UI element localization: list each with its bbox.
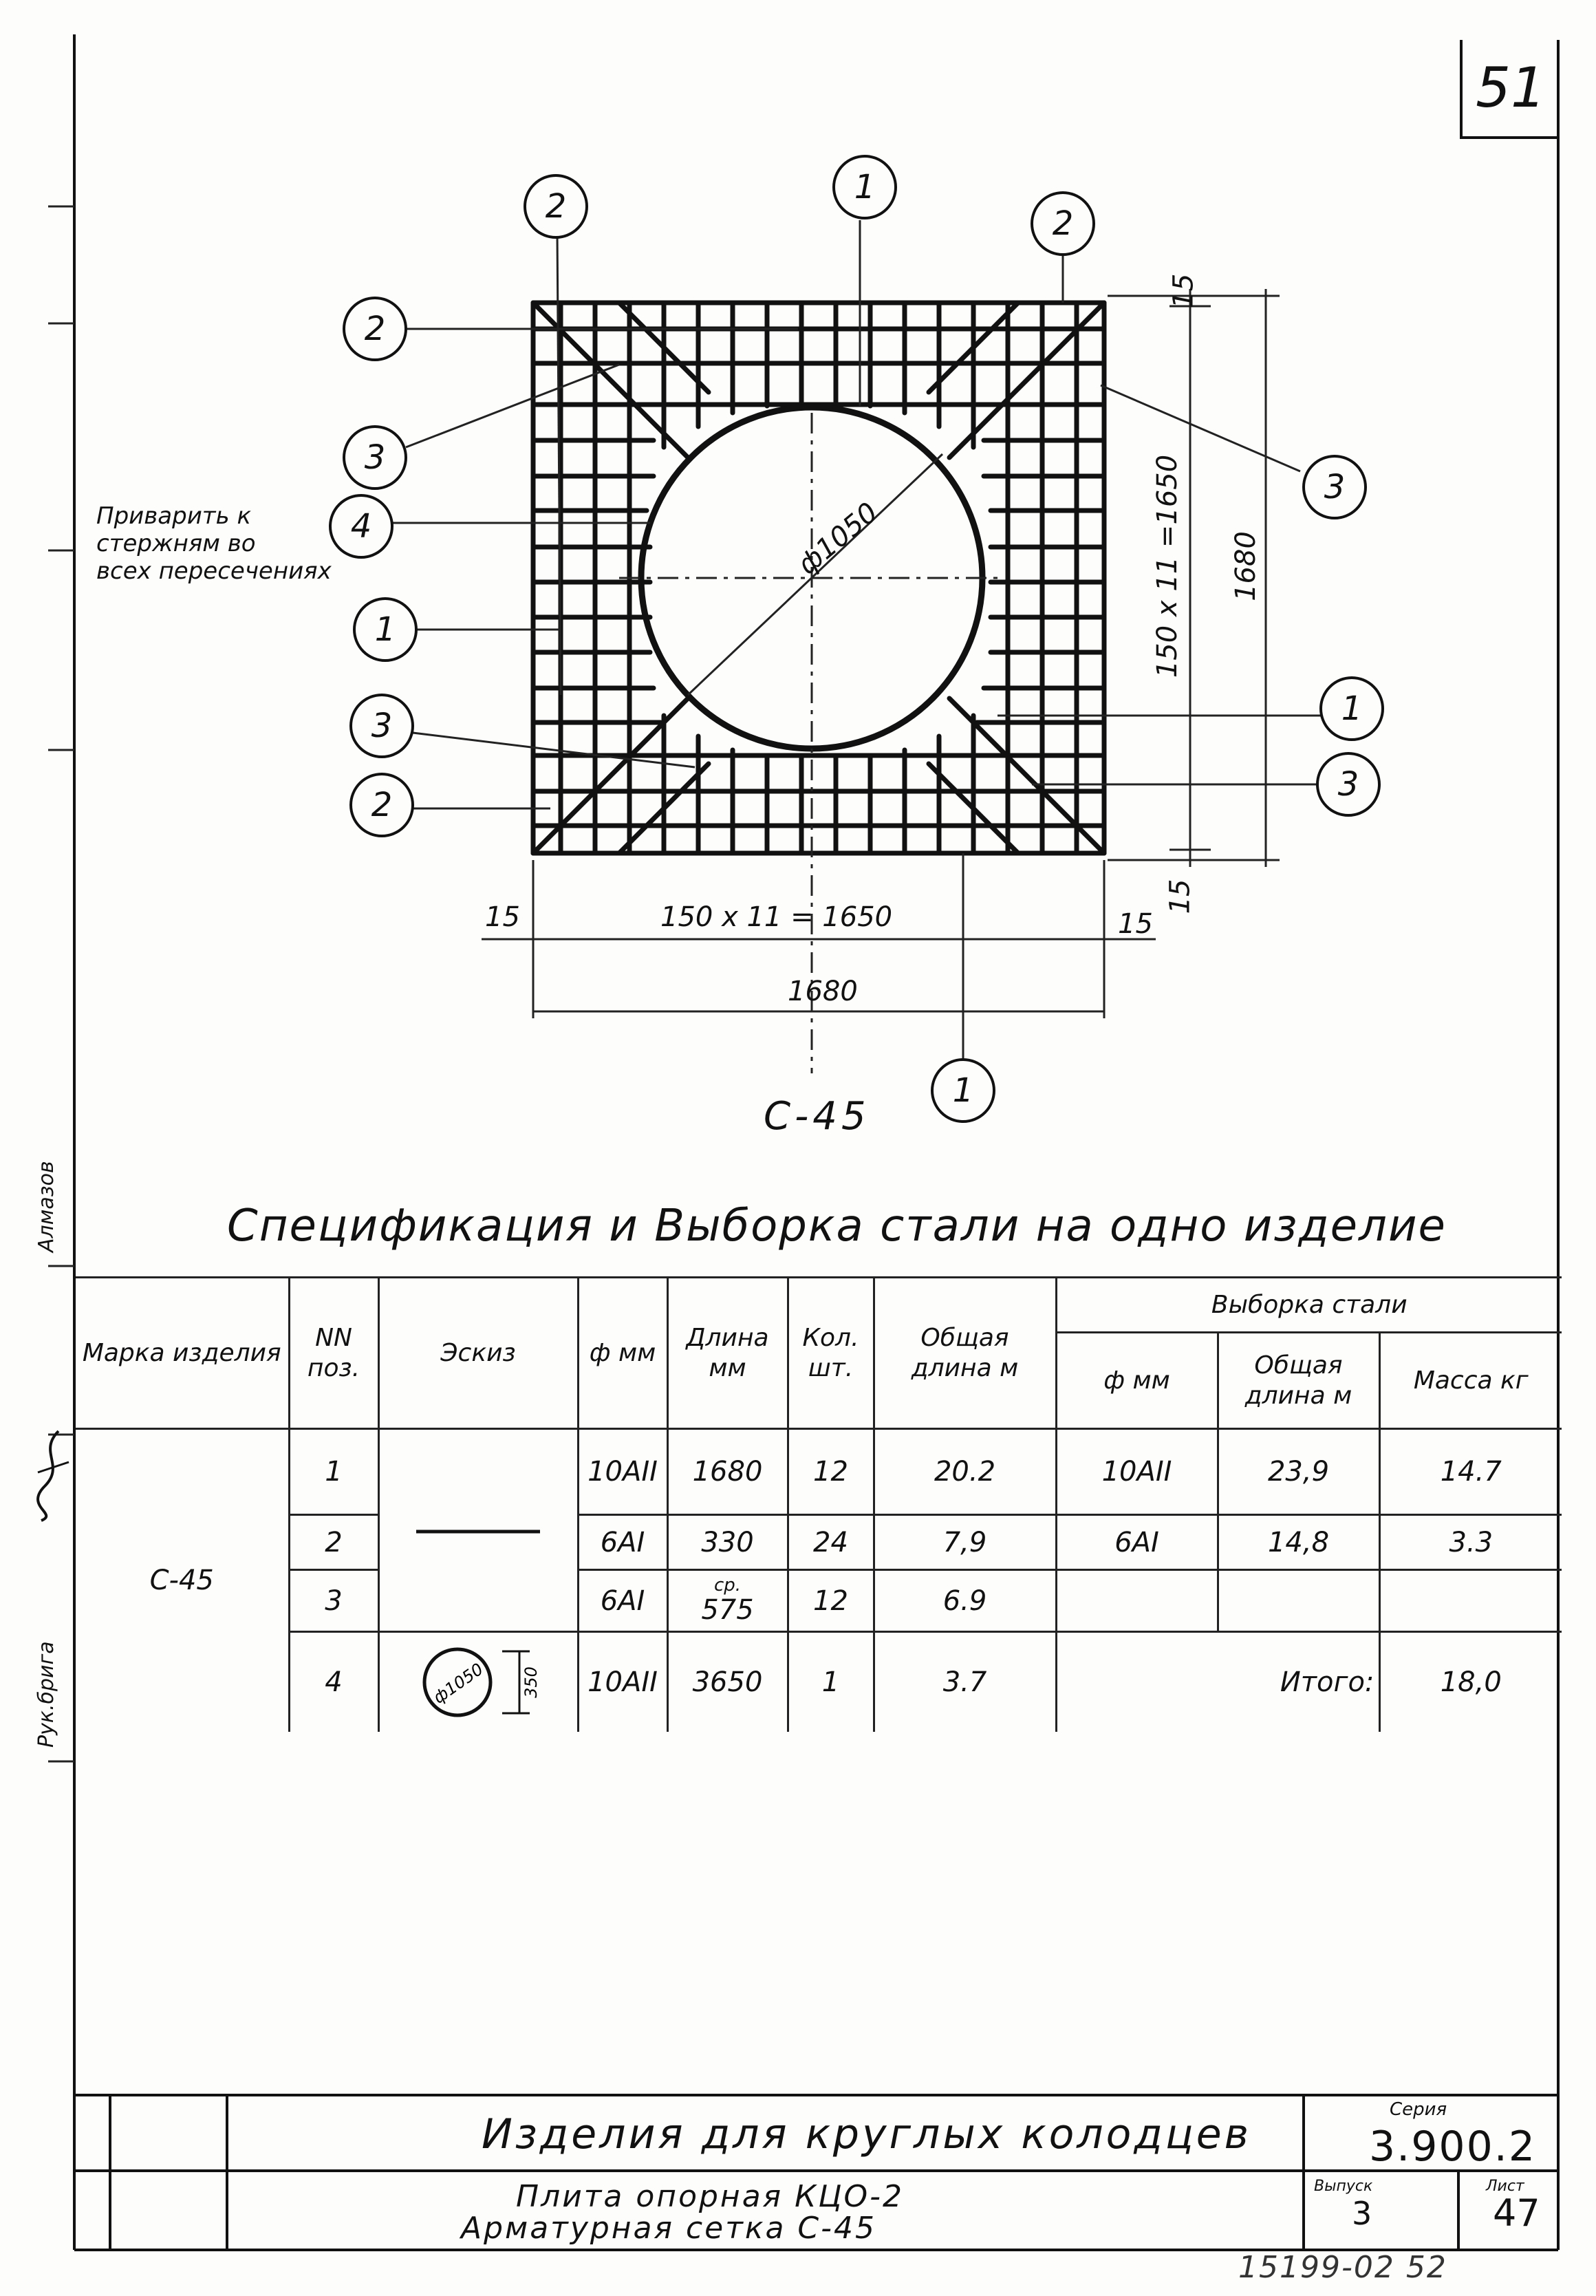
left-edge-dim: 15 [485, 901, 520, 933]
series-number: 3.900.2 [1369, 2123, 1537, 2171]
header-sel-mass: Масса кг [1379, 1333, 1562, 1429]
margin-signature [31, 1424, 72, 1527]
total-label: Итого: [1056, 1632, 1379, 1732]
width-total-dim: 1680 [788, 976, 858, 1007]
callout-3-left-low: 3 [371, 707, 393, 745]
row-3-length-cell [667, 1570, 788, 1632]
header-selection: Выборка стали [1056, 1278, 1562, 1333]
total-mass: 18,0 [1379, 1632, 1562, 1732]
weld-note [96, 502, 332, 585]
series-label: Серия [1390, 2099, 1447, 2120]
callout-1-left: 1 [374, 610, 396, 649]
callout-leaders [385, 220, 1335, 1073]
header-length: Длина мм [667, 1278, 788, 1429]
row-4-count: 1 [788, 1632, 874, 1732]
callout-2-left-low: 2 [371, 786, 393, 824]
row-1-length: 1680 [667, 1429, 788, 1515]
row-1-total: 20.2 [874, 1429, 1056, 1515]
header-total-length: Общая длина м [874, 1278, 1056, 1429]
title-sub-1: Плита опорная КЦО-2 [516, 2179, 905, 2214]
title-main: Изделия для круглых колодцев [482, 2110, 1251, 2158]
top-edge-dim: 15 [1167, 273, 1200, 309]
row-3-phi: 6AI [578, 1570, 667, 1632]
sel-3-phi [1056, 1570, 1218, 1632]
row-2-total: 7,9 [874, 1515, 1056, 1570]
weld-note-line-2: стержням во [96, 530, 256, 557]
row-1-3-sketch [378, 1429, 578, 1632]
circle-diameter-dim: ф1050 [792, 496, 884, 581]
row-1-pos: 1 [289, 1429, 378, 1515]
callout-3-right-low: 3 [1337, 765, 1359, 804]
issue-number: 3 [1352, 2195, 1372, 2232]
row-2-phi: 6AI [578, 1515, 667, 1570]
sel-2-phi: 6AI [1056, 1515, 1218, 1570]
row-4-pos: 4 [289, 1632, 378, 1732]
sheet-number: 47 [1493, 2191, 1540, 2235]
header-sel-phi: ф мм [1056, 1333, 1218, 1429]
row-3-count: 12 [788, 1570, 874, 1632]
row-3-length-prefix: ср. [713, 1574, 742, 1596]
row-3-total: 6.9 [874, 1570, 1056, 1632]
sel-3-total [1218, 1570, 1379, 1632]
header-mark: Марка изделия [76, 1278, 289, 1429]
callout-1-bottom: 1 [952, 1071, 974, 1110]
header-phi: ф мм [578, 1278, 667, 1429]
drawing-mark-label: С-45 [764, 1094, 870, 1139]
sel-2-mass: 3.3 [1379, 1515, 1562, 1570]
row-3-pos: 3 [289, 1570, 378, 1632]
header-sel-total: Общая длина м [1218, 1333, 1379, 1429]
row-2-pos: 2 [289, 1515, 378, 1570]
issue-label: Выпуск [1314, 2178, 1373, 2195]
bottom-edge-dim: 15 [1164, 879, 1196, 914]
callout-3-left: 3 [364, 438, 386, 477]
width-spacing-dim: 150 x 11 = 1650 [660, 901, 893, 933]
ring-height-label: 350 [521, 1666, 541, 1698]
row-1-count: 12 [788, 1429, 874, 1515]
spec-table [76, 1276, 1562, 1732]
ring-bar-sketch [399, 1641, 557, 1724]
row-4-phi: 10AII [578, 1632, 667, 1732]
row-2-count: 24 [788, 1515, 874, 1570]
archive-stamp: 15199-02 52 [1238, 2250, 1447, 2285]
height-spacing-dim: 150 x 11 =1650 [1152, 454, 1184, 678]
weld-note-line-1: Приварить к [96, 502, 251, 530]
ring-dia-label: ф1050 [429, 1659, 487, 1708]
row-mark: С-45 [76, 1429, 289, 1732]
sel-2-total: 14,8 [1218, 1515, 1379, 1570]
sheet-label: Лист [1486, 2178, 1524, 2195]
right-edge-dim: 15 [1118, 908, 1153, 940]
row-2-length: 330 [667, 1515, 788, 1570]
sel-1-mass: 14.7 [1379, 1429, 1562, 1515]
straight-bar-sketch [413, 1525, 543, 1538]
diameter-dimension [619, 413, 1004, 1073]
row-4-sketch [378, 1632, 578, 1732]
height-total-dim: 1680 [1229, 531, 1262, 601]
weld-note-line-3: всех пересечениях [96, 557, 332, 585]
margin-ticks [48, 206, 74, 1761]
sel-1-phi: 10AII [1056, 1429, 1218, 1515]
margin-name: Алмазов [34, 1161, 58, 1252]
header-pos: NN поз. [289, 1278, 378, 1429]
header-count: Кол. шт. [788, 1278, 874, 1429]
title-block [76, 2095, 1562, 2246]
callout-2-top-right: 2 [1052, 204, 1074, 243]
row-1-phi: 10AII [578, 1429, 667, 1515]
callout-4-left: 4 [350, 507, 372, 546]
row-3-length: 575 [701, 1594, 754, 1626]
spec-title: Спецификация и Выборка стали на одно изделие [227, 1201, 1447, 1252]
callout-1-top: 1 [854, 168, 876, 206]
page-number: 51 [1460, 40, 1559, 139]
margin-role: Рук.брига [34, 1641, 58, 1748]
callout-3-right: 3 [1324, 468, 1346, 506]
sel-1-total: 23,9 [1218, 1429, 1379, 1515]
callout-2-top-left: 2 [545, 187, 567, 226]
callout-numbers [351, 168, 1363, 1110]
header-sketch: Эскиз [378, 1278, 578, 1429]
callout-1-right: 1 [1341, 689, 1363, 728]
row-4-total: 3.7 [874, 1632, 1056, 1732]
row-4-length: 3650 [667, 1632, 788, 1732]
sel-3-mass [1379, 1570, 1562, 1632]
sheet-frame [74, 34, 1558, 2250]
callout-2-left: 2 [364, 310, 386, 348]
title-sub-2: Арматурная сетка С-45 [461, 2211, 876, 2246]
